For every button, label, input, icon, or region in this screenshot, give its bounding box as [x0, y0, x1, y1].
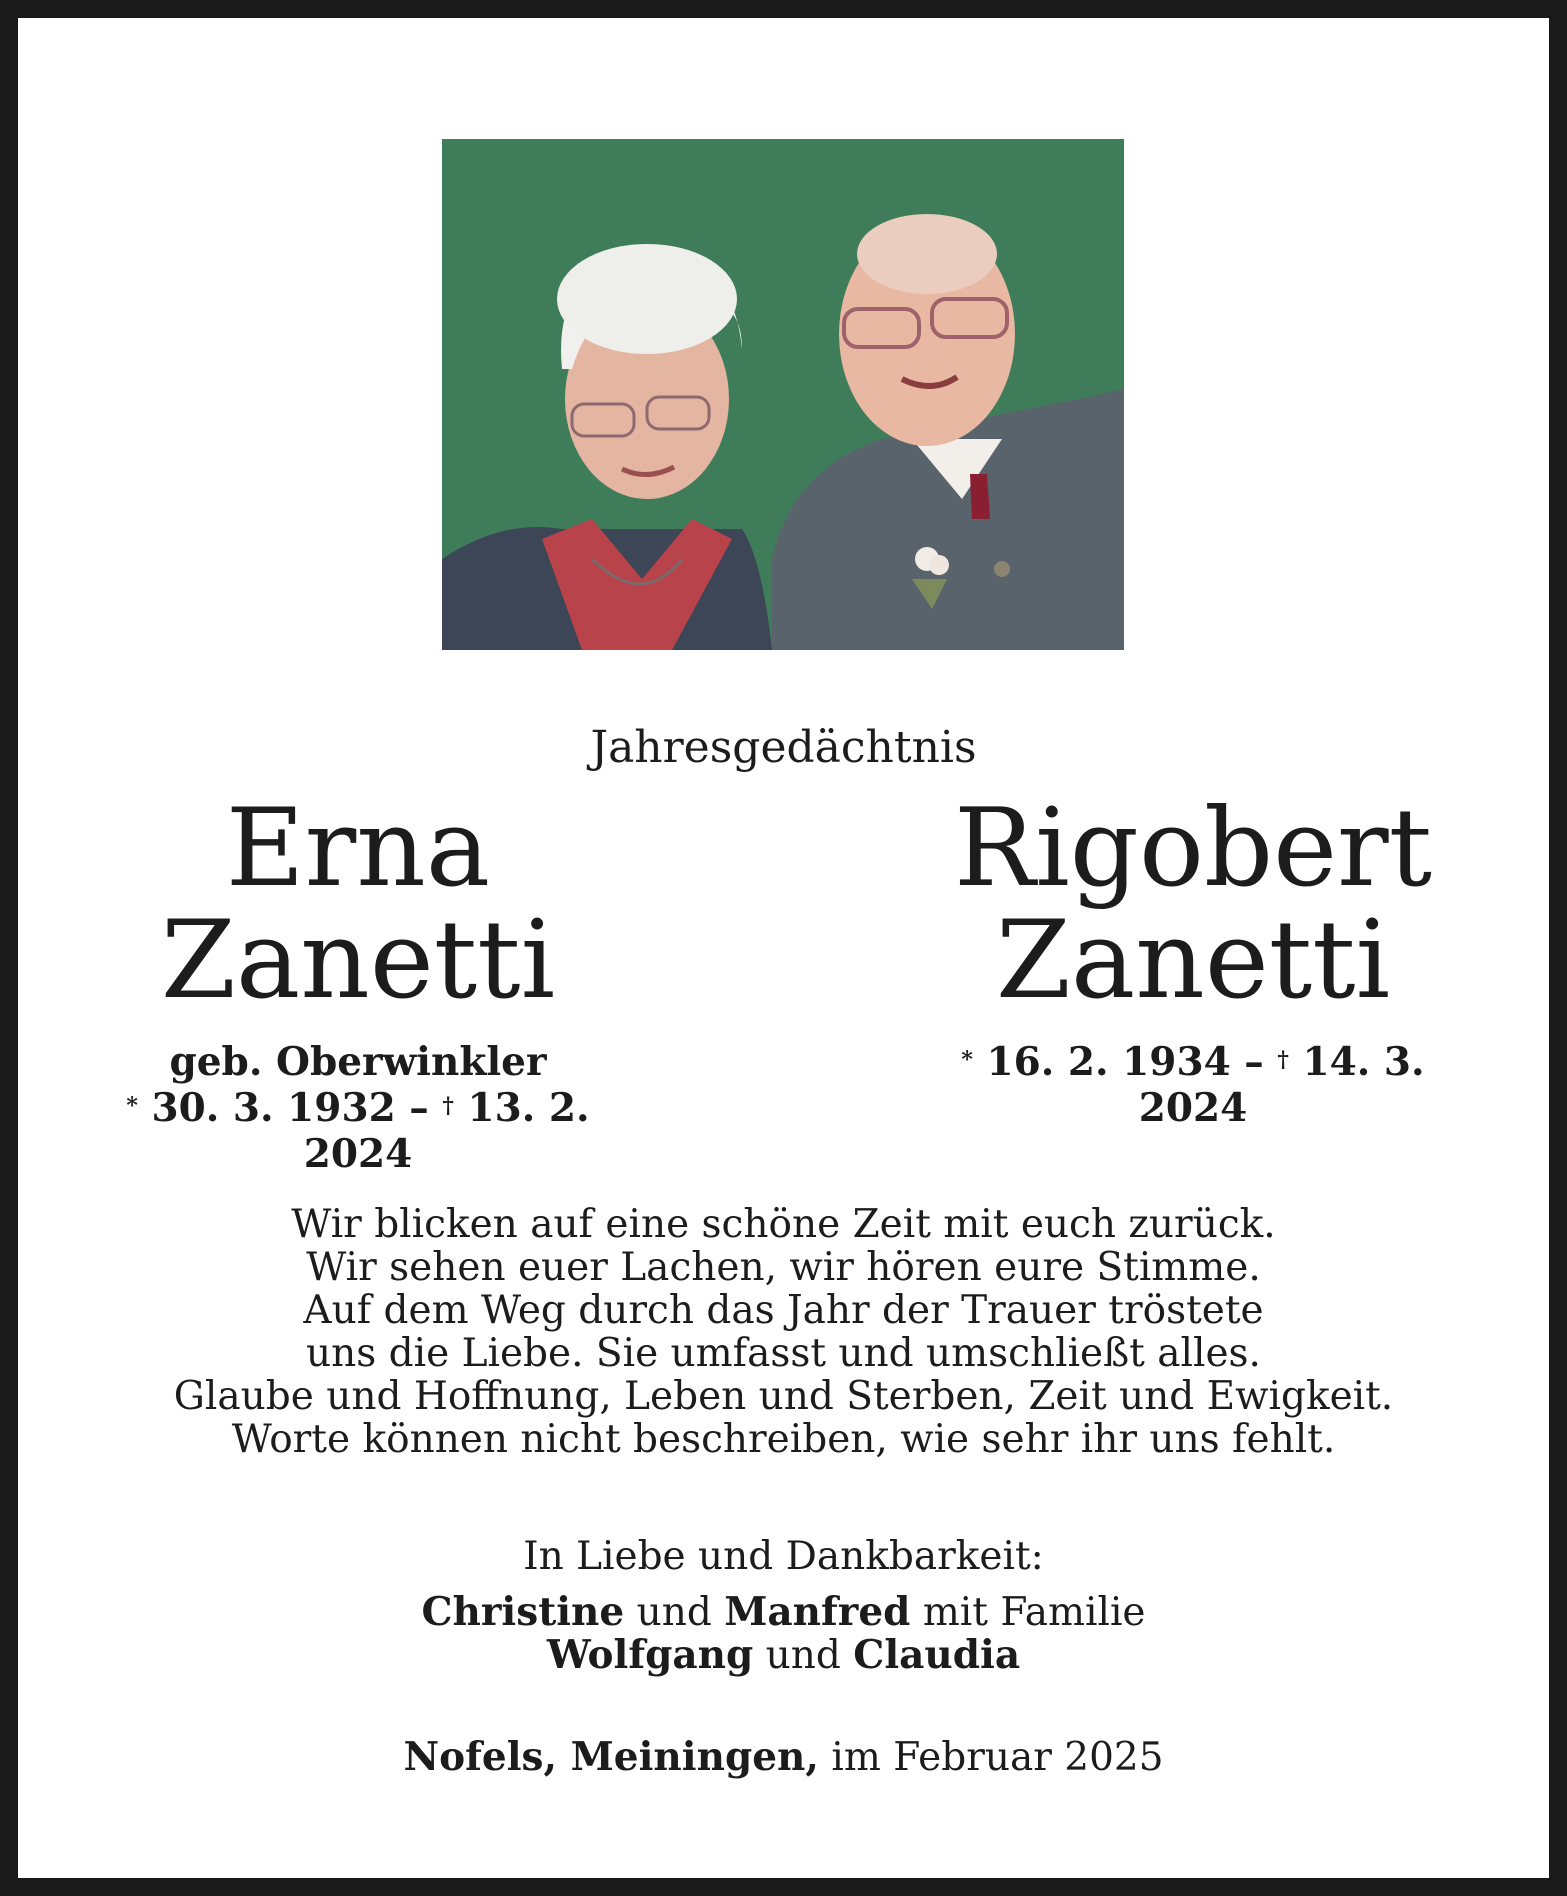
connector: mit Familie [922, 1590, 1146, 1635]
birth-star: * [126, 1093, 138, 1119]
birth-star: * [961, 1047, 973, 1073]
date-dash: – [409, 1085, 429, 1131]
thanks-line: In Liebe und Dankbarkeit: [523, 1534, 1044, 1579]
connector: und [765, 1633, 841, 1678]
poem-line: Wir blicken auf eine schöne Zeit mit euch zurück. [291, 1202, 1276, 1247]
rigobert-death: 14. 3. 2024 [1138, 1039, 1425, 1131]
rigobert-block [933, 786, 1453, 1131]
family-name: Christine [421, 1589, 625, 1635]
poem-line: Worte können nicht beschreiben, wie sehr ihr uns fehlt. [231, 1417, 1336, 1462]
erna-first-name: Erna [225, 786, 491, 911]
erna-block [118, 786, 598, 1177]
erna-dates [118, 1085, 598, 1177]
place-and-date [18, 1736, 1549, 1779]
place: Nofels, Meiningen, [403, 1734, 819, 1780]
family-line-1 [18, 1591, 1549, 1634]
erna-maiden-name: geb. Oberwinkler [169, 1039, 547, 1085]
rigobert-dates [933, 1039, 1453, 1131]
memorial-poem [18, 1203, 1549, 1461]
family-line-2 [18, 1634, 1549, 1677]
date-dash: – [1244, 1039, 1264, 1085]
rigobert-first-name: Rigobert [953, 786, 1433, 911]
poem-line: uns die Liebe. Sie umfasst und umschließt alles. [306, 1331, 1261, 1376]
rigobert-last-name: Zanetti [995, 898, 1391, 1023]
obituary-page [18, 18, 1549, 1878]
erna-death: 13. 2. 2024 [303, 1085, 590, 1177]
family-name: Claudia [853, 1632, 1021, 1678]
erna-last-name: Zanetti [160, 898, 556, 1023]
connector: und [636, 1590, 712, 1635]
rigobert-birth: 16. 2. 1934 [986, 1039, 1231, 1085]
death-cross: † [1277, 1047, 1289, 1073]
poem-line: Auf dem Weg durch das Jahr der Trauer tröstete [303, 1288, 1264, 1333]
family-name: Manfred [724, 1589, 911, 1635]
poem-line: Glaube und Hoffnung, Leben und Sterben, Zeit und Ewigkeit. [173, 1374, 1394, 1419]
family-name: Wolfgang [546, 1632, 754, 1678]
page-title: Jahresgedächtnis [590, 722, 977, 773]
family-signature [18, 1591, 1549, 1677]
date: im Februar 2025 [831, 1735, 1164, 1780]
couple-photo-illustration [442, 139, 1124, 650]
couple-photo [442, 139, 1124, 650]
erna-birth: 30. 3. 1932 [151, 1085, 396, 1131]
poem-line: Wir sehen euer Lachen, wir hören eure Stimme. [306, 1245, 1261, 1290]
death-cross: † [442, 1093, 454, 1119]
